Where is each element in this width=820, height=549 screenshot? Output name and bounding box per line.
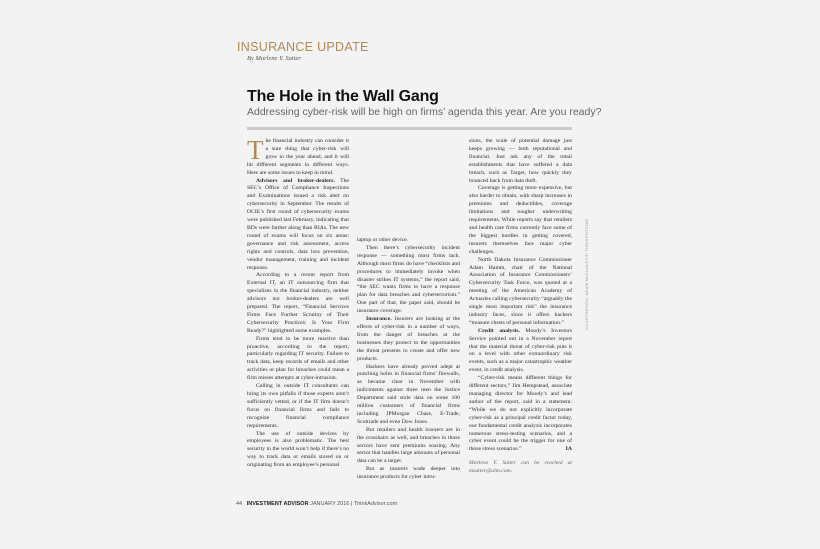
paragraph: sions, the scale of potential damage just keeps growing — both reputational and financial. Just ask any of the retail establishments that have suffered a data breach, such as Target, how quickly they bounced back from data theft. [469, 138, 572, 184]
paragraph: Calling in outside IT consultants can bring its own pitfalls if those experts aren’t sufficiently vetted, or if the IT firm doesn’t focus on financial firms and fails to recognize financial compliance requirements. [247, 383, 349, 429]
headline-rule [247, 127, 572, 130]
paragraph-lead-in: Insurance. [366, 316, 392, 323]
paragraph: Then there’s cybersecurity incident response — something most firms lack. Although most firms do have “checklists and procedures to immediately invoke when disaster strikes IT systems,” the report said, “the SEC wants firms to have a response plan for data breaches and cyberterrorism.” One part of that, the paper said, should be insurance coverage. [357, 244, 460, 315]
signoff-mark: IA [565, 446, 572, 453]
article-headline: The Hole in the Wall Gang [247, 88, 439, 105]
paragraph: The financial industry can consider it a sure thing that cyber-risk will grow in the year ahead, and it will hit different segments in different ways. Here are some issues to keep in mind. [247, 135, 349, 176]
article-column-3 [469, 138, 572, 476]
paragraph: Insurance. Insurers are looking at the effects of cyber-risk in a number of ways, from the danger of breaches at the businesses they protect to the opportunities the threat presents to create and offer new products. [357, 316, 460, 362]
article-column-1 [247, 135, 349, 470]
paragraph: But retailers and health insurers are in the crosshairs as well, and breaches in those sectors have sent premiums soaring. Any sector that handles large amounts of personal data can be a target. [357, 426, 460, 465]
page-number: 44 [236, 501, 243, 507]
article-dek: Addressing cyber-risk will be high on firms’ agenda this year. Are you ready? [247, 106, 602, 118]
publication-name: INVESTMENT ADVISOR [246, 501, 309, 507]
section-label: INSURANCE UPDATE [237, 40, 369, 54]
paragraph-lead-in: Advisors and broker-dealers. [256, 177, 335, 184]
paragraph: According to a recent report from External IT, an IT outsourcing firm that specializes in the financial industry, neither advisors nor broker-dealers are well prepared. The report, “Financial Services Firms Face Further Scrutiny of Their Cybersecurity Practices: Is Your Firm Ready?” highlighted some examples. [247, 272, 349, 334]
paragraph: North Dakota Insurance Commissioner Adam Hamm, chair of the National Association of Insurance Commissioners’ Cybersecurity Task Force, was quoted at a meeting of the American Academy of Actuaries calling cybersecurity “arguably the single most important risk” the insurance industry faces, since it offers hackers “treasure chests of personal information.” [469, 256, 572, 326]
website: ThinkAdvisor.com [353, 501, 398, 507]
paragraph: laptop or other device. [357, 237, 409, 243]
paragraph-lead-in: Credit analysis. [478, 327, 520, 334]
drop-cap: T [247, 135, 264, 165]
paragraph: Advisors and broker-dealers. The SEC’s Office of Compliance Inspections and Examinations issued a risk alert on cybersecurity in September. The results of OCIE’s first round of cybersecurity exams were published last February, indicating that BDs were farther along than RIAs. The new round of exams will focus on six areas: governance and risk assessment, access rights and controls, data loss prevention, vendor management, training and incident response. [247, 177, 349, 271]
paragraph: “Cyber-risk means different things for different sectors,” Jim Hempstead, associate managing director for Moody’s and lead author of the report, said in a statement. “While we do not explicitly incorporate cyber-risk as a principal credit factor today, our fundamental credit analysis incorporates numerous stress-testing scenarios, and a cyber event could be the trigger for one of those stress scenarios.” IA [469, 375, 572, 453]
illustration-credit: ILLUSTRATION: ADAM McCAULEY/C THEISPOTCOM [584, 218, 589, 330]
byline: By Marlene Y. Satter [247, 55, 301, 62]
author-note: Marlene Y. Satter can be reached at msatter@alm.com. [469, 460, 572, 475]
article-column-2 [357, 237, 460, 482]
paragraph: Coverage is getting more expensive, but also harder to obtain, with sharp increases in premiums and deductibles, coverage limitations and tougher underwriting requirements. While reports say that retailers and health care firms currently face some of the biggest hurdles in getting covered, insurers themselves face major cyber challenges. [469, 185, 572, 255]
page-footer [236, 501, 397, 507]
issue-date: JANUARY 2016 [310, 501, 350, 507]
paragraph: Hackers have already proved adept at punching holes in financial firms’ firewalls, as became clear in November with indictments against three men the Justice Department said stole data on some 100 million customers of financial firms including JPMorgan Chase, E-Trade, Scottrade and even Dow Jones. [357, 363, 460, 425]
footer-separator: | [350, 501, 353, 507]
paragraph: Firms tend to be more reactive than proactive, according to the report, particularly regarding IT security. Failure to track data, keep records of emails and other activities or plan for breaches could mean a firm misses attempts at cyber-intrusion. [247, 335, 349, 382]
paragraph: Credit analysis. Moody’s Investors Service pointed out in a November report that the material threat of cyber-risk puts it on a level with other extraordinary risk events, such as a major catastrophic weather event, in credit analysis. [469, 327, 572, 374]
paragraph: The use of outside devices by employees is also problematic. The best security in the world won’t help if there’s no way to track data or emails stored on or originating from an employee’s personal [247, 430, 349, 469]
paragraph: But as insurers wade deeper into insurance products for cyber intru- [357, 466, 460, 481]
